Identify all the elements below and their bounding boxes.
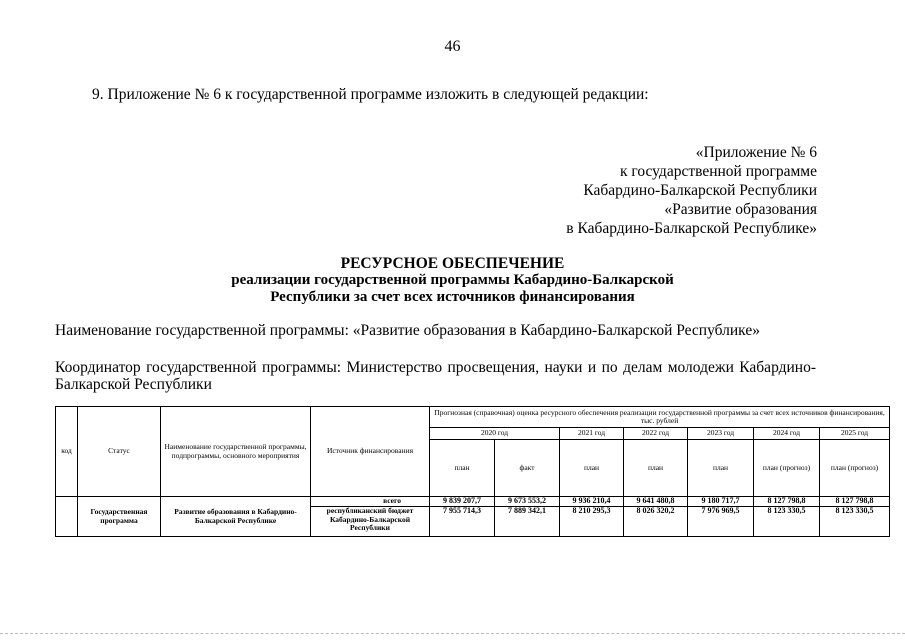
header-year: 2024 год [754,428,820,440]
value-cell: 9 180 717,7 [688,497,754,507]
appendix-line: «Приложение № 6 [695,144,817,161]
value-cell: 7 889 342,1 [495,507,560,537]
value-cell: 8 123 330,5 [754,507,820,537]
header-year: 2021 год [560,428,624,440]
header-year: 2022 год [624,428,688,440]
value-cell: 9 641 480,8 [624,497,688,507]
value-cell: 9 936 210,4 [560,497,624,507]
header-fact: факт [495,440,560,497]
value-cell: 9 673 553,2 [495,497,560,507]
header-plan-forecast: план (прогноз) [820,440,890,497]
resource-table [55,406,890,537]
header-year: 2020 год [430,428,560,440]
value-cell: 8 127 798,8 [820,497,890,507]
appendix-line: Кабардино-Балкарской Республики [583,182,817,199]
document-title [0,255,905,306]
header-source: Источник финансирования [311,407,430,497]
value-cell: 8 026 320,2 [624,507,688,537]
title-main: РЕСУРСНОЕ ОБЕСПЕЧЕНИЕ [340,255,565,272]
header-plan: план [624,440,688,497]
header-code: код [56,407,78,497]
header-plan: план [688,440,754,497]
header-plan: план [430,440,495,497]
appendix-reference [566,143,817,238]
header-status: Статус [78,407,161,497]
coordinator: Координатор государственной программы: Министерство просвещения, науки и по делам молодежи Кабардино-Балкарской Республики [55,359,816,393]
value-cell: 7 976 969,5 [688,507,754,537]
title-subline: реализации государственной программы Кабардино-Балкарской [231,272,674,288]
table-row [56,497,890,507]
row-code [56,497,78,537]
value-cell: 8 127 798,8 [754,497,820,507]
title-subline: Республики за счет всех источников финансирования [270,289,635,305]
appendix-line: в Кабардино-Балкарской Республике» [566,220,817,237]
header-plan: план [560,440,624,497]
value-cell: 9 839 207,7 [430,497,495,507]
source-total: всего [311,497,430,507]
value-cell: 7 955 714,3 [430,507,495,537]
row-name: Развитие образования в Кабардино-Балкарской Республике [161,497,311,537]
header-year: 2025 год [820,428,890,440]
header-name: Наименование государственной программы, подпрограммы, основного мероприятия [161,407,311,497]
row-status: Государственная программа [78,497,161,537]
appendix-line: к государственной программе [619,163,817,180]
header-year: 2023 год [688,428,754,440]
page-edge [0,633,905,636]
value-cell: 8 123 330,5 [820,507,890,537]
program-name: Наименование государственной программы: «Развитие образования в Кабардино-Балкарской Республике» [55,322,760,339]
header-plan-forecast: план (прогноз) [754,440,820,497]
page-number: 46 [444,38,461,55]
appendix-line: «Развитие образования [664,201,817,218]
header-forecast: Прогнозная (справочная) оценка ресурсного обеспечения реализации государственной программы за счет всех источников финансирования, тыс. рублей [430,407,890,428]
source-budget: республиканский бюджет Кабардино-Балкарской Республики [311,507,430,537]
value-cell: 8 210 295,3 [560,507,624,537]
amendment-paragraph: 9. Приложение № 6 к государственной программе изложить в следующей редакции: [92,86,649,103]
